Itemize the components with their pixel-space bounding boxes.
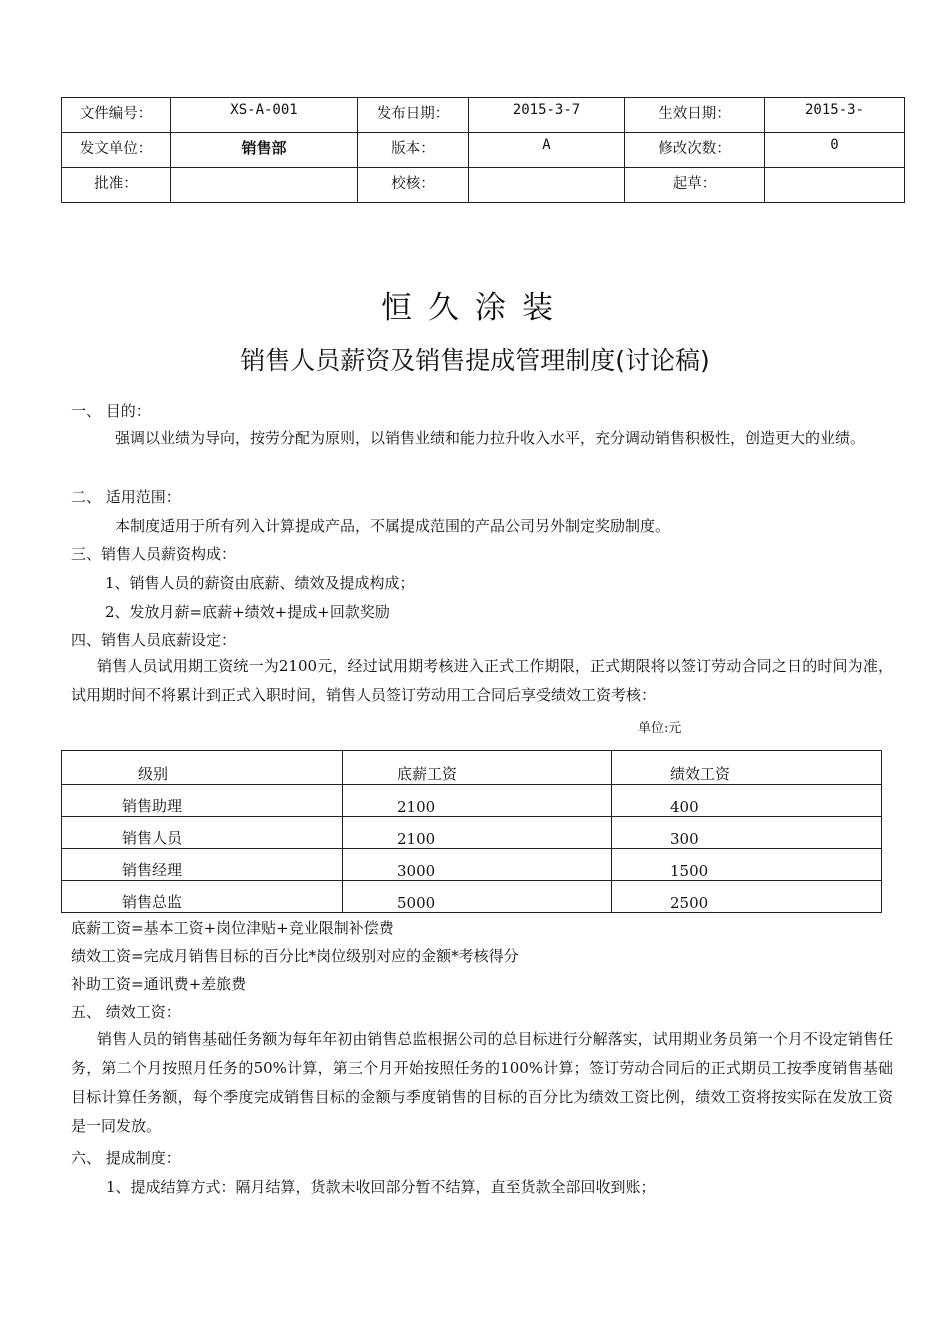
- value-approved-by: [171, 168, 358, 203]
- label-version: 版本：: [358, 133, 469, 168]
- column-header-base-salary: 底薪工资: [343, 751, 612, 785]
- section-3-item-1: 1、销售人员的薪资由底薪、绩效及提成构成；: [105, 574, 415, 592]
- table-header-row: [62, 751, 882, 785]
- document-control-table: [61, 97, 905, 203]
- value-effective-date: 2015-3-: [765, 98, 905, 133]
- cell-performance-salary: 2500: [612, 881, 882, 913]
- section-4-body: 销售人员试用期工资统一为2100元，经过试用期考核进入正式工作期限，正式期限将以签订劳动合同之日的时间为准，试用期时间不将累计到正式入职时间，销售人员签订劳动用工合同后享受绩效工资考核：: [71, 657, 893, 704]
- value-issuing-unit: 销售部: [171, 133, 358, 168]
- value-doc-number: XS-A-001: [171, 98, 358, 133]
- cell-performance-salary: 1500: [612, 849, 882, 881]
- section-1-heading: 一、 目的：: [71, 402, 151, 420]
- cell-base-salary: 2100: [343, 817, 612, 849]
- label-drafted-by: 起草：: [625, 168, 765, 203]
- table-row: [62, 881, 882, 913]
- formula-base-salary: 底薪工资=基本工资+岗位津贴+竞业限制补偿费: [71, 919, 394, 937]
- header-row: [62, 98, 905, 133]
- cell-performance-salary: 400: [612, 785, 882, 817]
- section-5-body: 销售人员的销售基础任务额为每年年初由销售总监根据公司的总目标进行分解落实，试用期业务员第一个月不设定销售任务，第二个月按照月任务的50%计算，第三个月开始按照任务的100%计算；签订劳动合同后的正式期员工按季度销售基础目标计算任务额，每个季度完成销售目标的金额与季度销售的目标的百分比为绩效工资比例，绩效工资将按实际在发放工资是一同发放。: [71, 1030, 893, 1135]
- cell-level: 销售人员: [62, 817, 343, 849]
- value-revision-count: 0: [765, 133, 905, 168]
- section-1-body: 强调以业绩为导向，按劳分配为原则，以销售业绩和能力拉升收入水平，充分调动销售积极性，创造更大的业绩。: [115, 429, 866, 447]
- unit-label: 单位:元: [638, 721, 682, 736]
- document-title: 销售人员薪资及销售提成管理制度(讨论稿): [240, 346, 710, 375]
- cell-base-salary: 2100: [343, 785, 612, 817]
- cell-level: 销售总监: [62, 881, 343, 913]
- label-issuing-unit: 发文单位：: [62, 133, 171, 168]
- section-6-item-1: 1、提成结算方式：隔月结算，货款未收回部分暂不结算，直至货款全部回收到账；: [106, 1178, 656, 1196]
- cell-base-salary: 3000: [343, 849, 612, 881]
- section-2-heading: 二、 适用范围：: [71, 488, 181, 506]
- company-name: 恒久涂装: [381, 290, 569, 326]
- column-header-performance-salary: 绩效工资: [612, 751, 882, 785]
- label-publish-date: 发布日期：: [358, 98, 469, 133]
- label-revision-count: 修改次数：: [625, 133, 765, 168]
- header-row: [62, 133, 905, 168]
- cell-level: 销售经理: [62, 849, 343, 881]
- header-row: [62, 168, 905, 203]
- section-5-heading: 五、 绩效工资：: [71, 1003, 181, 1021]
- section-4-heading: 四、销售人员底薪设定：: [71, 631, 237, 649]
- table-row: [62, 817, 882, 849]
- label-doc-number: 文件编号：: [62, 98, 171, 133]
- formula-performance-salary: 绩效工资=完成月销售目标的百分比*岗位级别对应的金额*考核得分: [71, 947, 519, 965]
- salary-table: [61, 750, 882, 913]
- value-version: A: [469, 133, 625, 168]
- cell-performance-salary: 300: [612, 817, 882, 849]
- value-checked-by: [469, 168, 625, 203]
- column-header-level: 级别: [62, 751, 343, 785]
- section-3-item-2: 2、发放月薪=底薪+绩效+提成+回款奖励: [105, 603, 390, 621]
- section-3-heading: 三、销售人员薪资构成：: [71, 545, 237, 563]
- formula-allowance: 补助工资=通讯费+差旅费: [71, 975, 247, 993]
- value-publish-date: 2015-3-7: [469, 98, 625, 133]
- label-approved-by: 批准：: [62, 168, 171, 203]
- label-effective-date: 生效日期：: [625, 98, 765, 133]
- cell-base-salary: 5000: [343, 881, 612, 913]
- table-row: [62, 849, 882, 881]
- section-2-body: 本制度适用于所有列入计算提成产品，不属提成范围的产品公司另外制定奖励制度。: [115, 517, 671, 535]
- section-6-heading: 六、 提成制度：: [71, 1149, 181, 1167]
- value-drafted-by: [765, 168, 905, 203]
- label-checked-by: 校核：: [358, 168, 469, 203]
- cell-level: 销售助理: [62, 785, 343, 817]
- table-row: [62, 785, 882, 817]
